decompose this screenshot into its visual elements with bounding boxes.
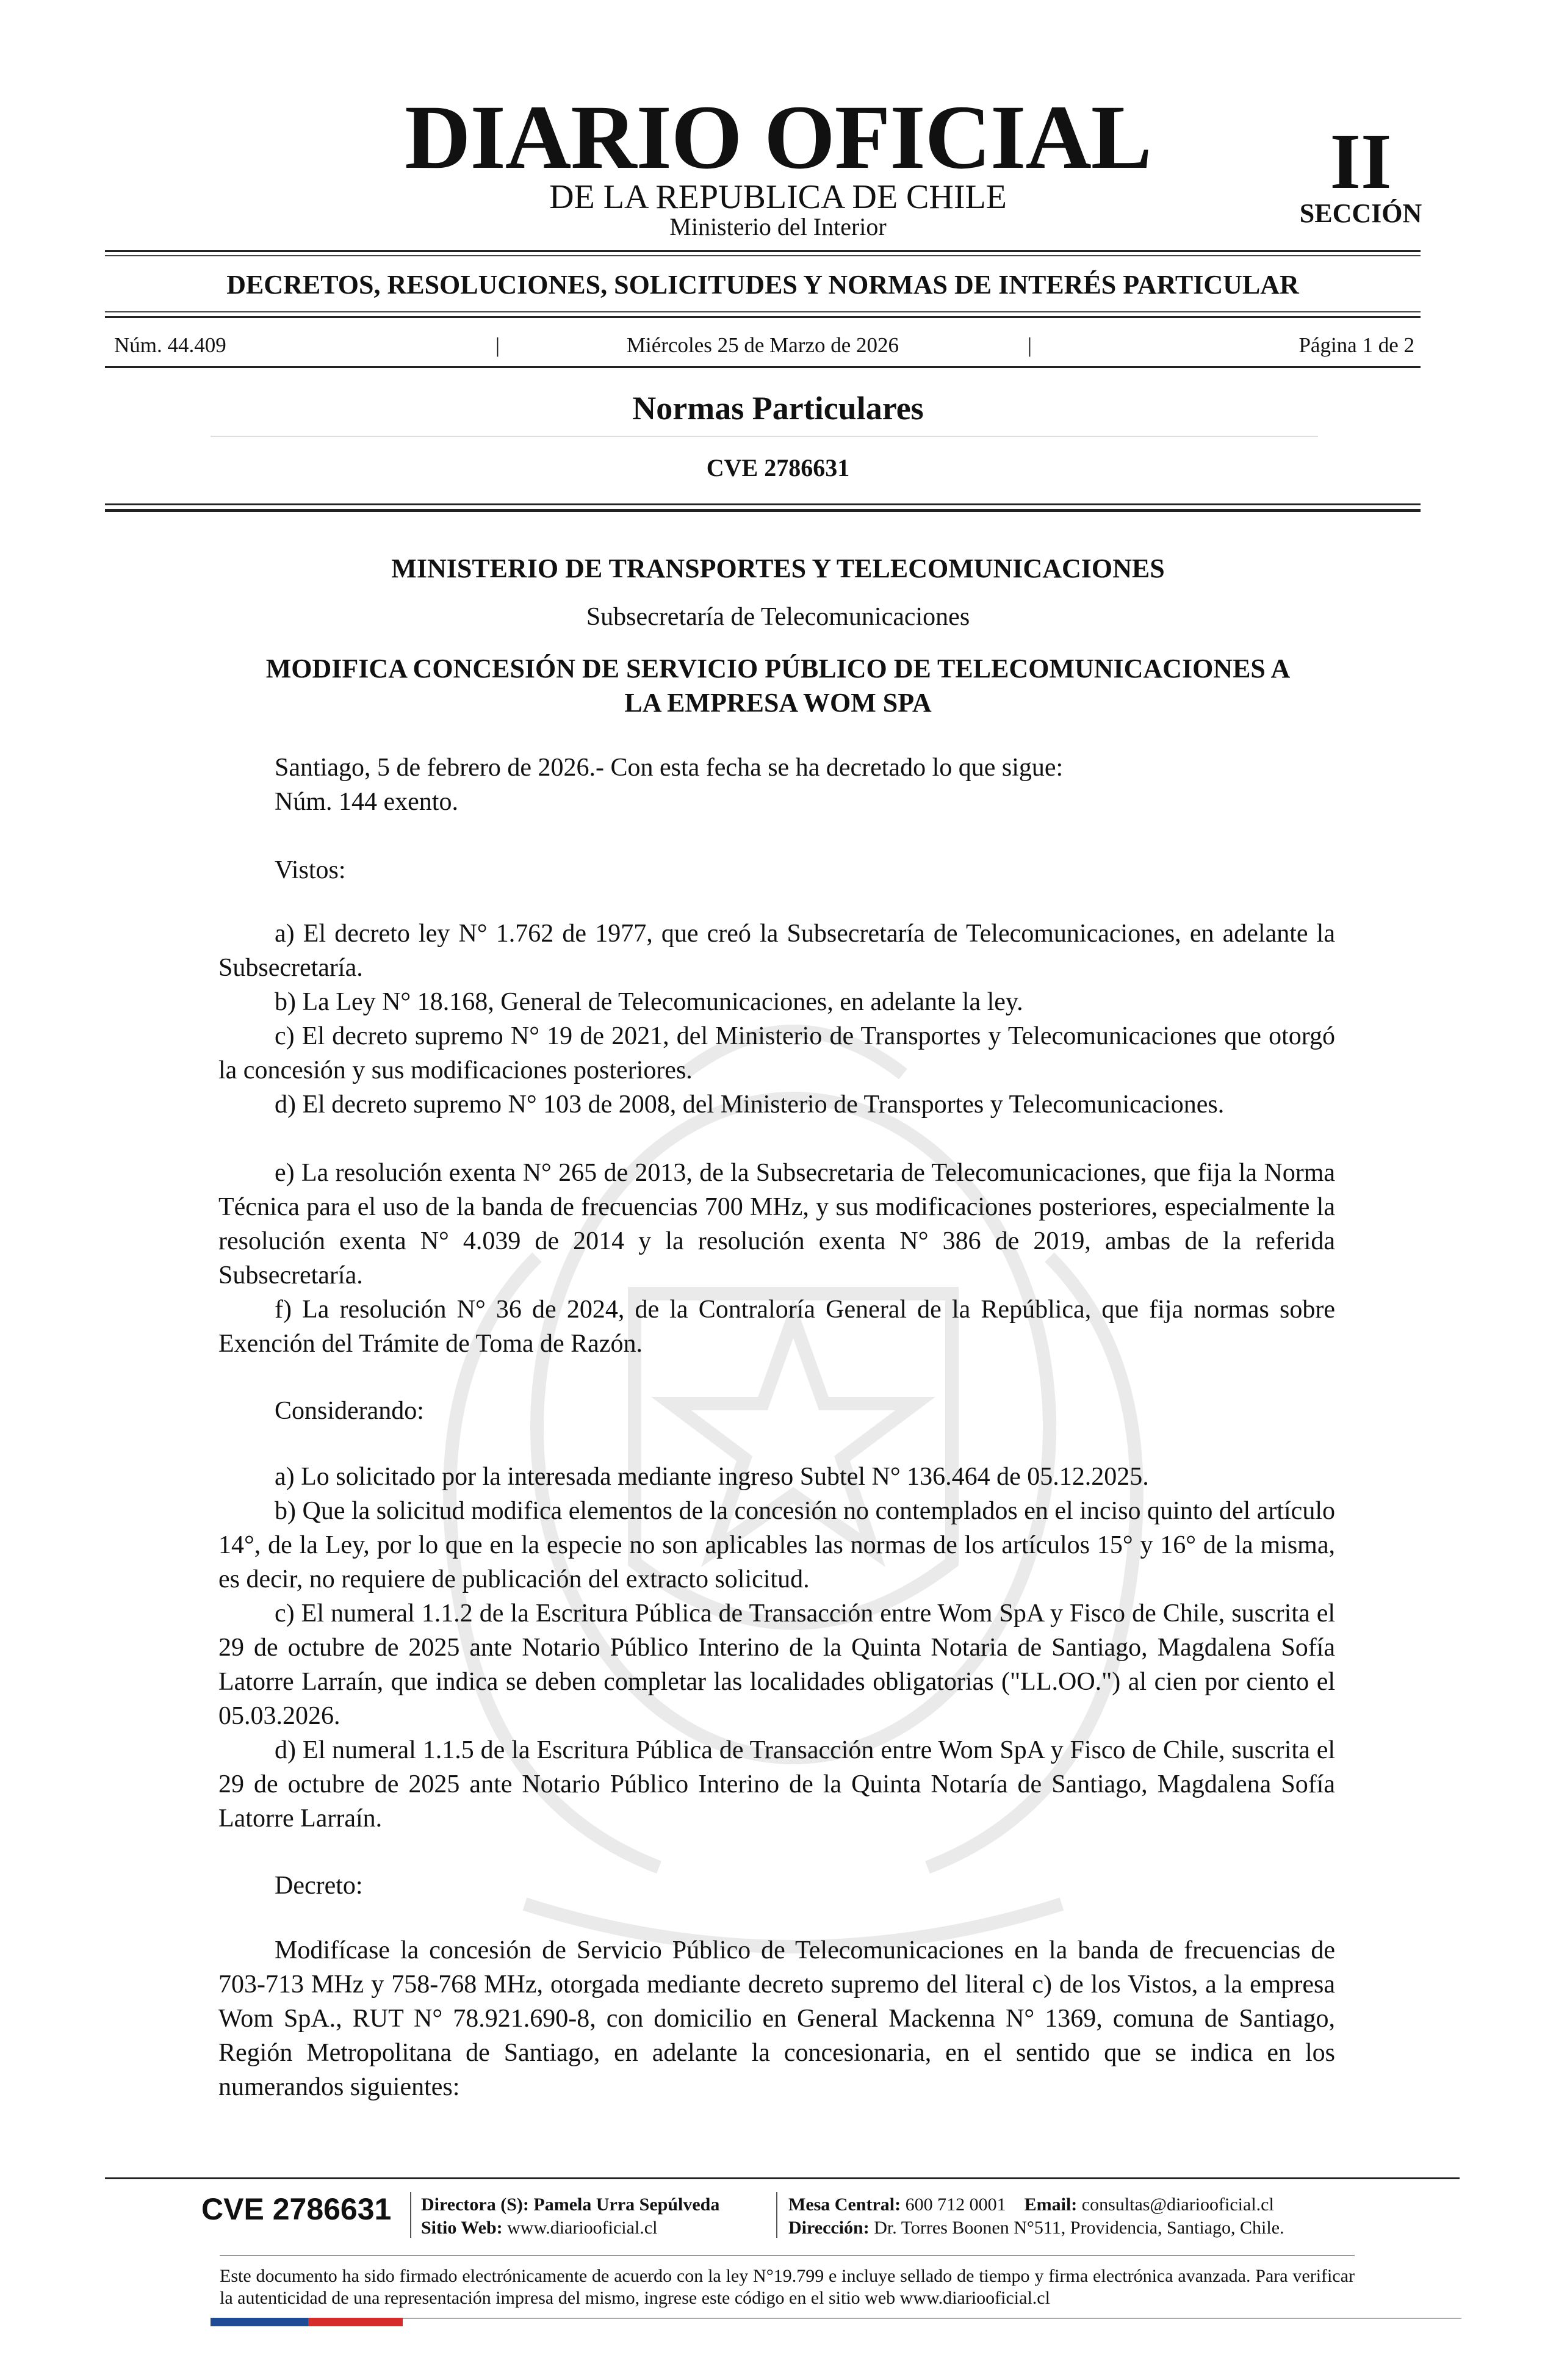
vistos-item: b) La Ley N° 18.168, General de Telecomunicaciones, en adelante la ley. (275, 988, 1023, 1016)
footer-divider-line (220, 2255, 1355, 2256)
decreto-heading: Decreto: (275, 1872, 363, 1900)
website-link[interactable]: www.diariooficial.cl (507, 2218, 658, 2238)
category-divider (211, 436, 1318, 437)
flag-stripe-red (308, 2318, 403, 2326)
subsecretaria: Subsecretaría de Telecomunicaciones (586, 603, 970, 631)
flag-stripe-blue (211, 2318, 308, 2326)
intro-line: Santiago, 5 de febrero de 2026.- Con esta fecha se ha decretado lo que sigue: (275, 754, 1064, 782)
vistos-item: d) El decreto supremo N° 103 de 2008, del Ministerio de Transportes y Telecomunicaciones. (275, 1091, 1225, 1119)
document-title (195, 652, 1361, 720)
footer-contact (788, 2193, 1284, 2240)
header-rule-bottom (105, 366, 1421, 368)
section-numeral: II (1330, 118, 1392, 206)
content-rule-top (105, 503, 1421, 505)
email-label: Email: (1024, 2194, 1078, 2215)
newspaper-title: DIARIO OFICIAL (405, 87, 1151, 188)
vistos-heading: Vistos: (275, 856, 346, 884)
footer-director (421, 2193, 719, 2240)
page-indicator: Página 1 de 2 (1298, 333, 1414, 357)
considerando-item: c) El numeral 1.1.2 de la Escritura Pública de Transacción entre Wom SpA y Fisco de Chile, suscrita el 29 de octubre de 2025 ante Notario Público Interino de la Quinta Notaria de Santiago, Magdalena Sofía Latorre Larraín, que indica se deben completar las localidades obligatorias ("LL.OO.") al cien por ciento el 05.03.2026. (218, 1599, 1335, 1730)
considerando-item: b) Que la solicitud modifica elementos de la concesión no contemplados en el inciso quinto del artículo 14°, de la Ley, por lo que en la especie no son aplicables las normas de los artículos 15° y 16° de la misma, es decir, no requiere de publicación del extracto solicitud. (218, 1497, 1335, 1593)
section-band: DECRETOS, RESOLUCIONES, SOLICITUDES Y NORMAS DE INTERÉS PARTICULAR (226, 270, 1299, 300)
footer-cve-code: CVE 2786631 (201, 2192, 392, 2226)
phone-number: 600 712 0001 (905, 2194, 1006, 2215)
issue-separator: | (495, 333, 500, 357)
vistos-item: a) El decreto ley N° 1.762 de 1977, que creó la Subsecretaría de Telecomunicaciones, en adelante la Subsecretaría. (218, 920, 1335, 982)
vistos-item: c) El decreto supremo N° 19 de 2021, del Ministerio de Transportes y Telecomunicaciones que otorgó la concesión y sus modificaciones posteriores. (218, 1022, 1335, 1084)
header-rule-mid-2 (105, 316, 1421, 318)
section-label: SECCIÓN (1299, 198, 1422, 228)
document-title-line: LA EMPRESA WOM SPA (624, 688, 932, 718)
header-rule-top-2 (105, 255, 1421, 256)
footer-divider (776, 2192, 777, 2238)
considerando-item: a) Lo solicitado por la interesada mediante ingreso Subtel N° 136.464 de 05.12.2025. (275, 1463, 1149, 1491)
signature-note: Este documento ha sido firmado electrónicamente de acuerdo con la ley N°19.799 e incluye sellado de tiempo y firma electrónica avanzada. Para verificar la autenticidad de una representación impresa del mismo, ingrese este código en el sitio web www.diariooficial.cl (220, 2266, 1355, 2308)
decree-number: Núm. 144 exento. (275, 788, 458, 816)
header-rule-mid (105, 311, 1421, 312)
footer-rule (105, 2177, 1460, 2179)
director-label: Directora (S): (421, 2194, 529, 2215)
issue-separator: | (1028, 333, 1032, 357)
website-label: Sitio Web: (421, 2218, 503, 2238)
header-rule-top (105, 250, 1421, 252)
category-title: Normas Particulares (632, 390, 924, 427)
email-link[interactable]: consultas@diariooficial.cl (1081, 2194, 1274, 2215)
phone-label: Mesa Central: (788, 2194, 901, 2215)
considerando-item: d) El numeral 1.1.5 de la Escritura Pública de Transacción entre Wom SpA y Fisco de Chile, suscrita el 29 de octubre de 2025 ante Notario Público Interino de la Quinta Notaría de Santiago, Magdalena Sofía Latorre Larraín. (218, 1736, 1335, 1833)
document-title-line: MODIFICA CONCESIÓN DE SERVICIO PÚBLICO DE TELECOMUNICACIONES A (265, 654, 1291, 683)
ministry-line: Ministerio del Interior (669, 213, 887, 240)
issue-date: Miércoles 25 de Marzo de 2026 (626, 333, 899, 357)
newspaper-subtitle: DE LA REPUBLICA DE CHILE (549, 178, 1007, 216)
cve-code: CVE 2786631 (706, 454, 850, 481)
decreto-paragraph: Modifícase la concesión de Servicio Público de Telecomunicaciones en la banda de frecuencias de 703-713 MHz y 758-768 MHz, otorgada mediante decreto supremo del literal c) de los Vistos, a la empresa Wom SpA., RUT N° 78.921.690-8, con domicilio en General Mackenna N° 1369, comuna de Santiago, Región Metropolitana de Santiago, en adelante la concesionaria, en el sentido que se indica en los numerandos siguientes: (218, 1936, 1335, 2101)
issuing-ministry: MINISTERIO DE TRANSPORTES Y TELECOMUNICACIONES (391, 554, 1165, 583)
vistos-item: f) La resolución N° 36 de 2024, de la Contraloría General de la República, que fija normas sobre Exención del Trámite de Toma de Razón. (218, 1296, 1335, 1358)
content-rule-top-2 (105, 509, 1421, 512)
address-label: Dirección: (788, 2218, 870, 2238)
considerando-heading: Considerando: (275, 1397, 424, 1425)
address-value: Dr. Torres Boonen N°511, Providencia, Santiago, Chile. (874, 2218, 1284, 2238)
footer-divider (410, 2192, 411, 2238)
issue-number: Núm. 44.409 (114, 333, 226, 357)
vistos-item: e) La resolución exenta N° 265 de 2013, de la Subsecretaria de Telecomunicaciones, que fija la Norma Técnica para el uso de la banda de frecuencias 700 MHz, y sus modificaciones posteriores, especialmente la resolución exenta N° 4.039 de 2014 y la resolución exenta N° 386 de 2019, ambas de la referida Subsecretaría. (218, 1159, 1335, 1289)
director-name: Pamela Urra Sepúlveda (533, 2194, 720, 2215)
